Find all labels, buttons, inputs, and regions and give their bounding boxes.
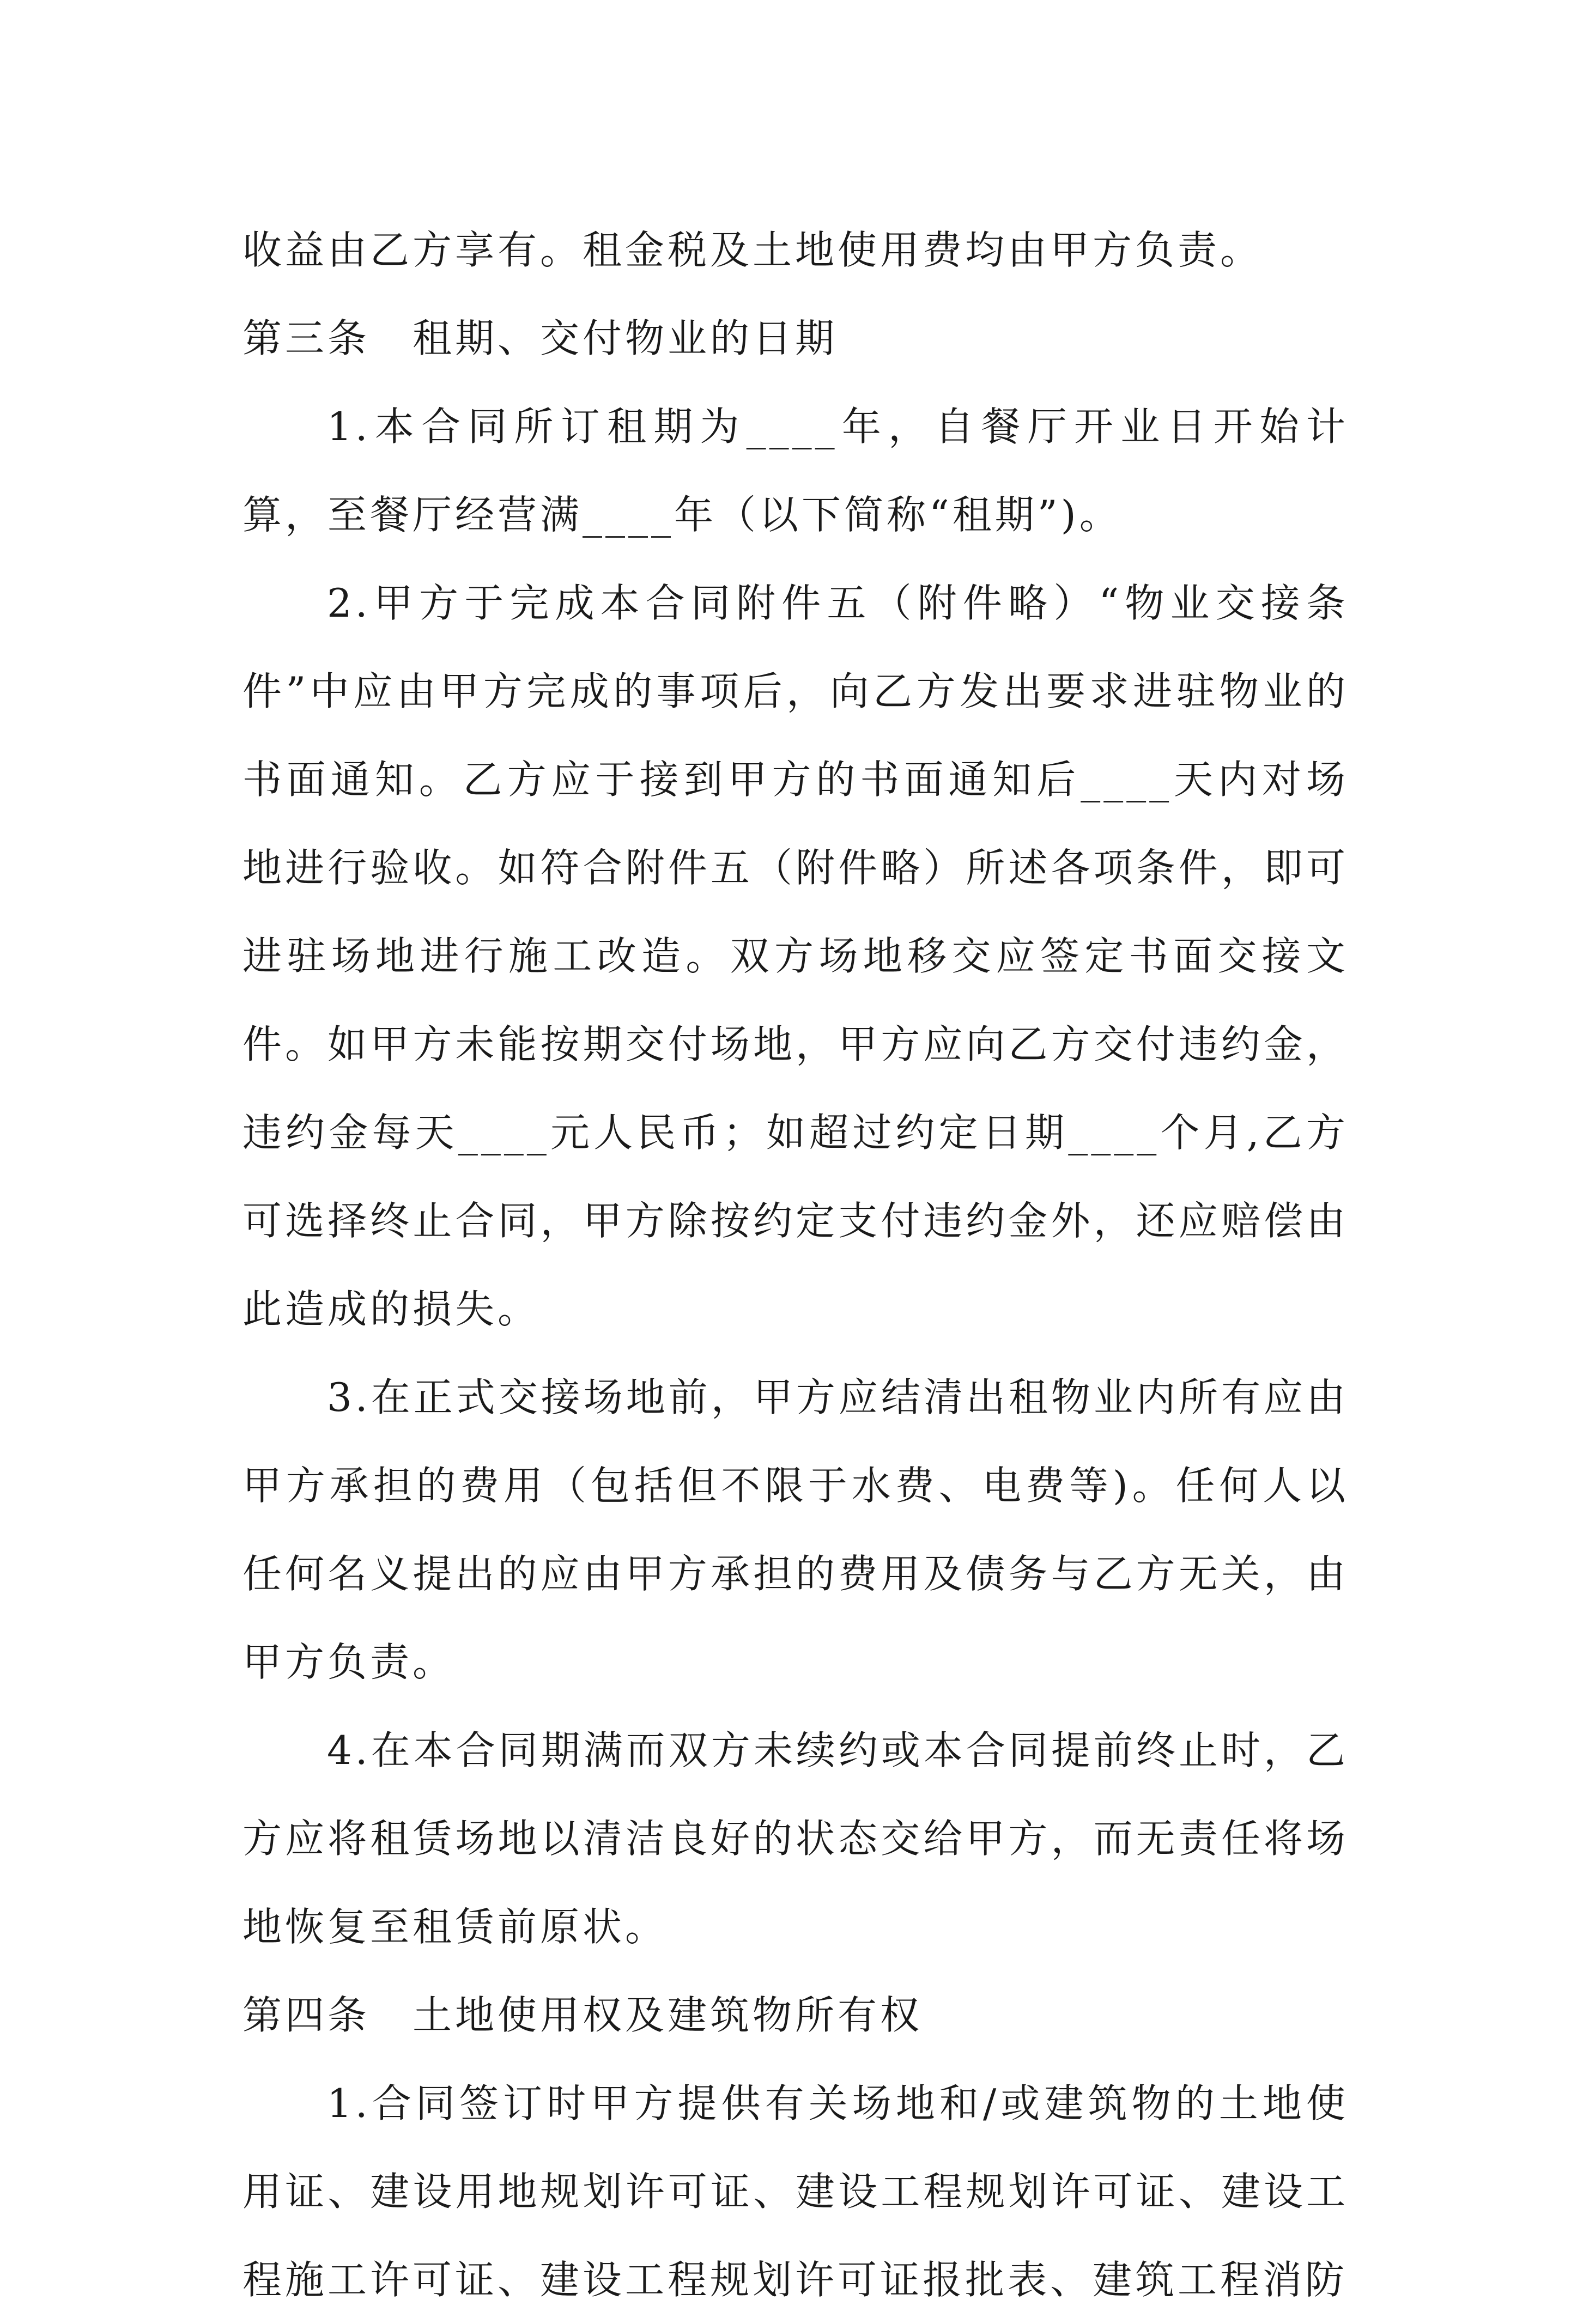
article-3-clause-1: 1.本合同所订租期为____年，自餐厅开业日开始计算，至餐厅经营满____年（以下简称“租期”)。 [242, 404, 1349, 538]
article-3-heading: 第三条 租期、交付物业的日期 [242, 315, 838, 361]
contract-body [242, 206, 1349, 2324]
article-4-clause-1: 1.合同签订时甲方提供有关场地和/或建筑物的土地使用证、建设用地规划许可证、建设工程规划许可证、建设工程施工许可证、建设工程规划许可证报批表、建筑工程消防 [242, 2080, 1349, 2303]
article-3-clause-4: 4.在本合同期满而双方未续约或本合同提前终止时，乙方应将租赁场地以清洁良好的状态交给甲方，而无责任将场地恢复至租赁前原状。 [242, 1727, 1349, 1950]
income-paragraph: 收益由乙方享有。租金税及土地使用费均由甲方负责。 [242, 227, 1263, 273]
article-3-clause-2: 2.甲方于完成本合同附件五（附件略）“物业交接条件”中应由甲方完成的事项后，向乙方发出要求进驻物业的书面通知。乙方应于接到甲方的书面通知后____天内对场地进行验收。如符合附件五（附件略）所述各项条件，即可进驻场地进行施工改造。双方场地移交应签定书面交接文件。如甲方未能按期交付场地，甲方应向乙方交付违约金，违约金每天____元人民币；如超过约定日期____个月,乙方可选择终止合同，甲方除按约定支付违约金外，还应赔偿由此造成的损失。 [242, 580, 1349, 1332]
article-4-heading: 第四条 土地使用权及建筑物所有权 [242, 1992, 923, 2038]
article-3-clause-3: 3.在正式交接场地前，甲方应结清出租物业内所有应由甲方承担的费用（包括但不限于水费、电费等)。任何人以任何名义提出的应由甲方承担的费用及债务与乙方无关，由甲方负责。 [242, 1374, 1349, 1685]
